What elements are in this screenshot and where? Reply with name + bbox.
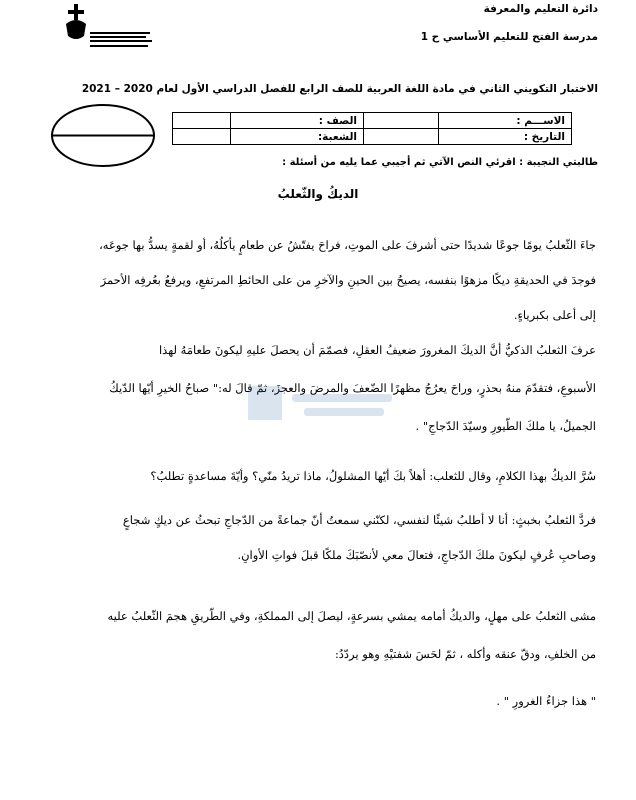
paragraph-1 [38, 228, 596, 333]
paragraph-line: الأسبوعِ، فتقدّمَ منهُ بحذرٍ، وراحَ يعرُجُ مظهرًا الضّعفَ والمرضَ والعجزَ، ثمّ قالَ له:" صباحُ الخيرِ أيّها الدّيكُ [109, 381, 596, 395]
paragraph-line: فوجدَ في الحديقةِ ديكًا مزهوًا بنفسه، يصيحُ بين الحينِ والآخرِ من على الحائطِ المرتفعِ، ويرفعُ بعُرفِه الأحمرَ [100, 273, 596, 287]
paragraph-line: سُرَّ الديكُ بهذا الكلامِ، وقال للثعلب: أهلاً بكَ أيّها المشلولُ، ماذا تريدُ منّي؟ وأيّةَ مساعدةٍ تطلبُ؟ [150, 469, 596, 483]
paragraph-line: وصاحبِ عُرفٍ ليكونَ ملكَ الدّجاجِ، فتعالَ معي لأنصّبَكَ ملكًا قبلَ فواتِ الأوانِ. [237, 548, 596, 562]
paragraph-3 [38, 465, 596, 487]
paragraph-line: جاءَ الثّعلبُ يومًا جوعًا شديدًا حتى أشرفَ على الموتِ، فراحَ يفتّشُ عن طعامٍ يأكلُهُ، أو لقمةٍ يسدُّ بها جوعَه، [99, 238, 596, 252]
paragraph-line: " هذا جزاءُ الغرورِ " . [496, 694, 596, 708]
instruction-text: طالبتي النجيبة : اقرئي النص الآتي ثم أجيبي عما يليه من أسئلة : [282, 157, 598, 168]
date-field[interactable] [364, 129, 439, 145]
date-label: التاريخ : [439, 129, 572, 145]
exam-title: الاختبار التكويني الثاني في مادة اللغة العربية للصف الرابع للفصل الدراسي الأول لعام 2020 – 2021 [81, 83, 598, 95]
class-field[interactable] [173, 113, 231, 129]
section-field[interactable] [173, 129, 231, 145]
school-name: مدرسة الفتح للتعليم الأساسي ح 1 [420, 31, 598, 43]
student-info-table [172, 112, 572, 145]
paragraph-line: عرفَ الثعلبُ الذكيُّ أنَّ الديكَ المغرورَ ضعيفُ العقلِ، فصمّمَ أن يحصلَ عليهِ ليكونَ طعامَهُ لهذا [158, 343, 596, 357]
paragraph-4 [38, 503, 596, 573]
watermark [248, 380, 398, 428]
department-name: دائرة التعليم والمعرفة [483, 3, 598, 15]
grade-oval [50, 103, 156, 168]
name-label: الاســـم : [439, 113, 572, 129]
education-department-logo [62, 2, 162, 58]
name-field[interactable] [364, 113, 439, 129]
paragraph-line: الجميلُ، يا ملكَ الطّيورِ وسيّدَ الدّجاجِ" . [415, 419, 596, 433]
paragraph-6 [38, 690, 596, 712]
story-title: الديكُ والثّعلبُ [277, 187, 359, 201]
paragraph-line: فردَّ الثعلبُ بخبثٍ: أنا لا أطلبُ شيئًا لنفسي، لكنّني سمعتُ أنّ جماعةً من الدّجاجِ تبحثُ عن ديكٍ شجاعٍ [122, 513, 596, 527]
paragraph-line: من الخلفِ، ودقّ عنقه وأكله ، ثمّ لحَسَ شفتيْهِ وهو يردّدُ: [334, 647, 596, 661]
section-label: الشعبة: [231, 129, 364, 145]
paragraph-line: مشى الثعلبُ على مهلٍ، والديكُ أمامه يمشي بسرعةٍ، ليصلَ إلى المملكةِ، وفي الطّريقِ هجمَ الثّعلبُ عليه [107, 609, 596, 623]
paragraph-5 [38, 597, 596, 673]
class-label: الصف : [231, 113, 364, 129]
paragraph-line: إلى أعلى بكبرياءٍ. [513, 308, 596, 322]
